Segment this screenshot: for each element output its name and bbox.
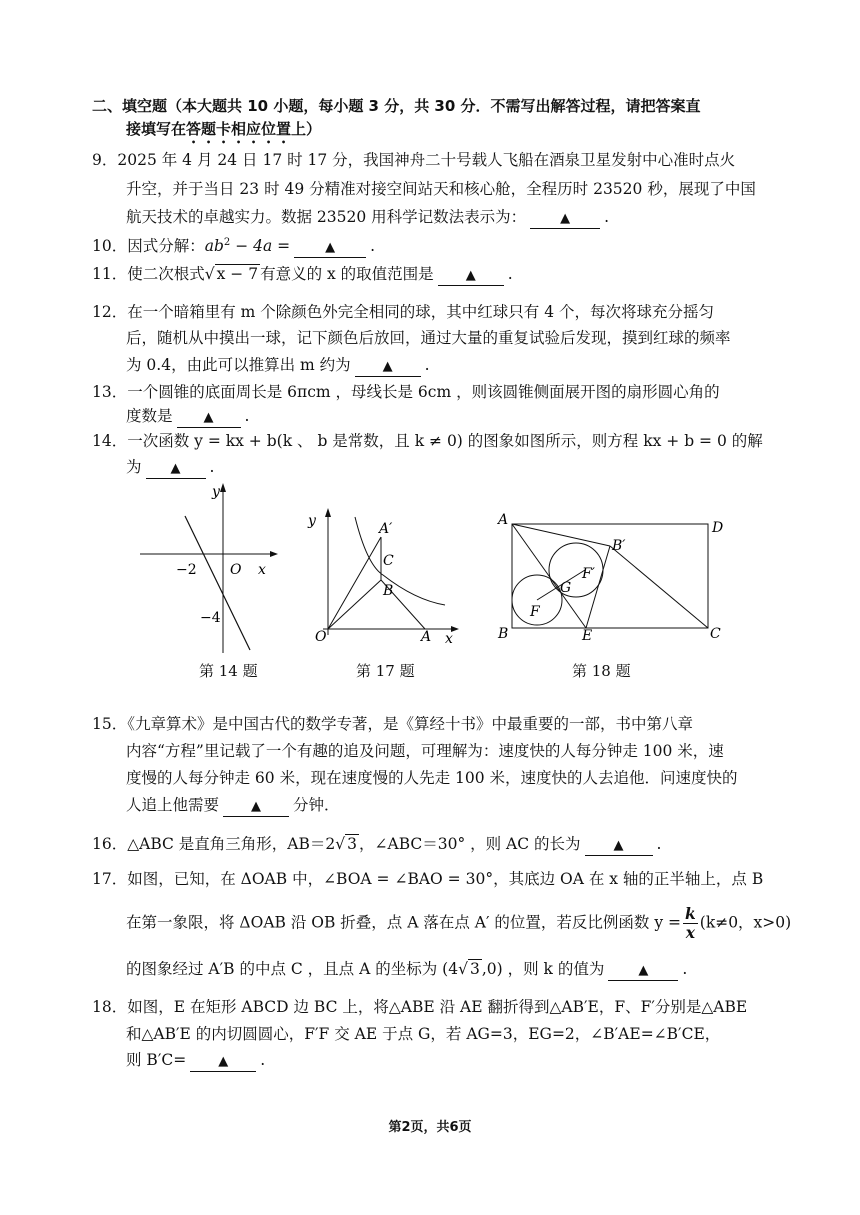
q12-answer-blank — [355, 356, 421, 377]
answer-mark-icon: ▲ — [325, 240, 336, 256]
q17-line1: 17．如图，已知，在 ΔOAB 中，∠BOA = ∠BAO = 30°，其底边 OA 在 x 轴的正半轴上，点 B — [92, 870, 764, 888]
figure-14 — [140, 478, 280, 658]
q18-text: 则 B′C= — [126, 1051, 187, 1069]
fig18-f-prime-label: F′ — [582, 566, 595, 582]
segment-ob — [328, 580, 381, 629]
q16-answer-blank — [585, 835, 653, 856]
sqrt-icon: √ — [335, 835, 346, 853]
q17-text-post: (k≠0，x>0) — [699, 913, 792, 932]
section-title — [92, 95, 701, 117]
section-title-pre: 接填写在 — [126, 120, 187, 138]
q18-line1: 18．如图，E 在矩形 ABCD 边 BC 上，将△ABE 沿 AE 翻折得到△AB′E，F、F′分别是△ABE — [92, 998, 748, 1016]
q15-line3: 度慢的人每分钟走 60 米，现在速度慢的人先走 100 米，速度快的人去追他．问速度快的 — [126, 769, 738, 787]
answer-mark-icon: ▲ — [251, 799, 262, 814]
q16-text: 16．△ABC 是直角三角形，AB＝2 — [92, 835, 336, 853]
sqrt-icon: √ — [204, 265, 215, 283]
q15-line2: 内容“方程”里记载了一个有趣的追及问题，可理解为：速度快的人每分钟走 100 米，速 — [126, 742, 724, 760]
segment-b-prime-c — [610, 546, 708, 628]
q15-text: 人追上他需要 — [126, 796, 220, 814]
fig17-c-label: C — [383, 553, 394, 569]
q18-answer-blank — [190, 1051, 256, 1072]
q9-answer-blank — [530, 208, 600, 229]
q10-expr-a: ab — [204, 237, 224, 256]
section-title-post: 上） — [291, 120, 322, 138]
figure-17 — [305, 505, 465, 645]
q10-line: 10．因式分解：$ab^2 - 4a$ = ▲ . — [92, 232, 375, 258]
segment-ab-prime — [512, 524, 610, 546]
q18-line3: 则 B′C= ▲ . — [126, 1049, 265, 1072]
q11-radicand: x − 7 — [216, 265, 259, 283]
page-number: 第2页，共6页 — [388, 1120, 472, 1135]
q12-line2: 后，随机从中摸出一球，记下颜色后放回，通过大量的重复试验后发现，摸到红球的频率 — [126, 329, 731, 347]
q15-text-post: 分钟． — [293, 796, 340, 814]
fig17-b-label: B — [383, 583, 394, 599]
answer-mark-icon: ▲ — [638, 963, 649, 978]
x-axis-arrow-icon — [270, 551, 278, 557]
q11-text-post: 有意义的 x 的取值范围是 — [260, 265, 434, 283]
q12-text: 为 0.4，由此可以推算出 m 约为 — [126, 356, 351, 374]
q9-line2: 升空，并于当日 23 时 49 分精准对接空间站天和核心舱，全程历时 23520 秒，展现了中国 — [126, 180, 756, 198]
fig17-a-prime-label: A′ — [379, 521, 393, 537]
fig18-g-label: G — [560, 580, 572, 596]
q13-line1: 13．一个圆锥的底面周长是 6πcm ，母线长是 6cm ，则该圆锥侧面展开图的扇形圆心角的 — [92, 383, 720, 401]
q9-line3: 航天技术的卓越实力。数据 23520 用科学记数法表示为： ▲ . — [126, 206, 609, 229]
q17-answer-blank — [608, 960, 678, 981]
q17-text-3b: ,0) ，则 k 的值为 — [481, 960, 605, 978]
answer-mark-icon: ▲ — [170, 461, 181, 476]
q15-answer-blank — [223, 796, 289, 817]
caption-fig14: 第 14 题 — [199, 662, 258, 680]
q14-text: 为 — [126, 458, 142, 476]
fig18-e-label: E — [582, 628, 593, 644]
segment-oa-prime — [328, 537, 381, 629]
answer-mark-icon: ▲ — [465, 268, 476, 283]
fig18-c-label: C — [710, 626, 721, 642]
answer-mark-icon: ▲ — [560, 211, 571, 226]
fig14-x-label: x — [258, 562, 266, 578]
q14-line1: 14．一次函数 y = kx + b(k 、 b 是常数，且 k ≠ 0) 的图象如图所示，则方程 kx + b = 0 的解 — [92, 432, 763, 450]
q17-radicand: 3 — [469, 960, 480, 978]
rectangle-abcd — [512, 524, 708, 628]
fig18-d-label: D — [712, 520, 724, 536]
q14-line2: 为 ▲ . — [126, 456, 214, 479]
fig14-origin-label: O — [230, 562, 242, 578]
sqrt-icon: √ — [458, 960, 468, 978]
q9-line1: 9．2025 年 4 月 24 日 17 时 17 分，我国神舟二十号载人飞船在酒泉卫星发射中心准时点火 — [92, 151, 736, 169]
fig17-x-label: x — [445, 631, 453, 645]
q16-radicand: 3 — [347, 835, 358, 853]
caption-fig17: 第 17 题 — [356, 662, 415, 680]
q13-answer-blank — [177, 407, 241, 428]
q17-text: 在第一象限，将 ΔOAB 沿 OB 折叠，点 A 落在点 A′ 的位置，若反比例函数 y = — [126, 913, 682, 932]
q16-line: 16．△ABC 是直角三角形，AB＝2√ 3 ，∠ABC＝30° ，则 AC 的长为 ▲ . — [92, 833, 661, 856]
q13-text: 度数是 — [126, 407, 173, 425]
fig17-origin-label: O — [315, 629, 327, 645]
section-title-emphasis: 答题卡相应位置 — [186, 120, 292, 138]
q17-line3: 的图象经过 A′B 的中点 C ，且点 A 的坐标为 (4√ 3 ,0) ，则 k 的值为 ▲ . — [126, 958, 687, 981]
q11-answer-blank — [438, 265, 504, 286]
answer-mark-icon: ▲ — [613, 838, 624, 853]
q15-line1: 15．《九章算术》是中国古代的数学专著，是《算经十书》中最重要的一部，书中第八章 — [92, 715, 693, 733]
fig18-f-label: F — [530, 604, 540, 620]
q17-line2 — [126, 905, 791, 942]
fig17-y-label: y — [308, 513, 316, 529]
y-axis-arrow-icon — [220, 483, 226, 492]
segment-b-prime-e — [586, 546, 610, 628]
q10-expr-sup: 2 — [223, 237, 231, 248]
section-title-line1: 二、填空题（本大题共 10 小题，每小题 3 分，共 30 分．不需写出解答过程，请把答案直 — [92, 97, 701, 115]
q10-text: 10．因式分解： — [92, 237, 205, 256]
q17-frac-num: k — [685, 904, 696, 923]
q17-fraction — [683, 905, 698, 942]
fig18-a-label: A — [498, 512, 509, 528]
answer-mark-icon: ▲ — [382, 359, 393, 374]
q9-text: 航天技术的卓越实力。数据 23520 用科学记数法表示为： — [126, 208, 527, 226]
function-line — [185, 516, 250, 650]
y-axis-arrow-icon — [325, 508, 331, 517]
q15-line4 — [126, 794, 340, 817]
section-title-cont — [126, 118, 321, 147]
answer-mark-icon: ▲ — [203, 410, 214, 425]
q14-answer-blank — [146, 458, 206, 479]
q11-line: 11．使二次根式√ x − 7 有意义的 x 的取值范围是 ▲ . — [92, 263, 513, 286]
fig18-b-label: B — [498, 626, 509, 642]
q11-text: 11．使二次根式 — [92, 265, 205, 283]
q10-answer-blank — [294, 237, 366, 258]
caption-fig18: 第 18 题 — [572, 662, 631, 680]
q17-frac-den: x — [685, 923, 696, 942]
answer-mark-icon: ▲ — [218, 1054, 229, 1069]
q10-expr-rest: − 4a = — [230, 237, 291, 256]
fig17-a-label: A — [421, 629, 432, 645]
q12-line1: 12．在一个暗箱里有 m 个除颜色外完全相同的球，其中红球只有 4 个，每次将球充分摇匀 — [92, 303, 714, 321]
q16-text-post: ，∠ABC＝30° ，则 AC 的长为 — [359, 835, 581, 853]
q18-line2: 和△AB′E 的内切圆圆心，F′F 交 AE 于点 G，若 AG=3，EG=2，∠B′AE=∠B′CE， — [126, 1025, 721, 1043]
fig14-neg2-label: −2 — [176, 562, 197, 578]
figure-18 — [490, 510, 730, 645]
q17-text-3: 的图象经过 A′B 的中点 C ，且点 A 的坐标为 (4 — [126, 960, 459, 978]
q13-line2: 度数是 ▲ . — [126, 405, 249, 428]
fig18-b-prime-label: B′ — [612, 538, 626, 554]
q12-line3: 为 0.4，由此可以推算出 m 约为 ▲ . — [126, 354, 430, 377]
fig14-y-label: y — [212, 484, 220, 500]
fig14-neg4-label: −4 — [200, 610, 221, 626]
